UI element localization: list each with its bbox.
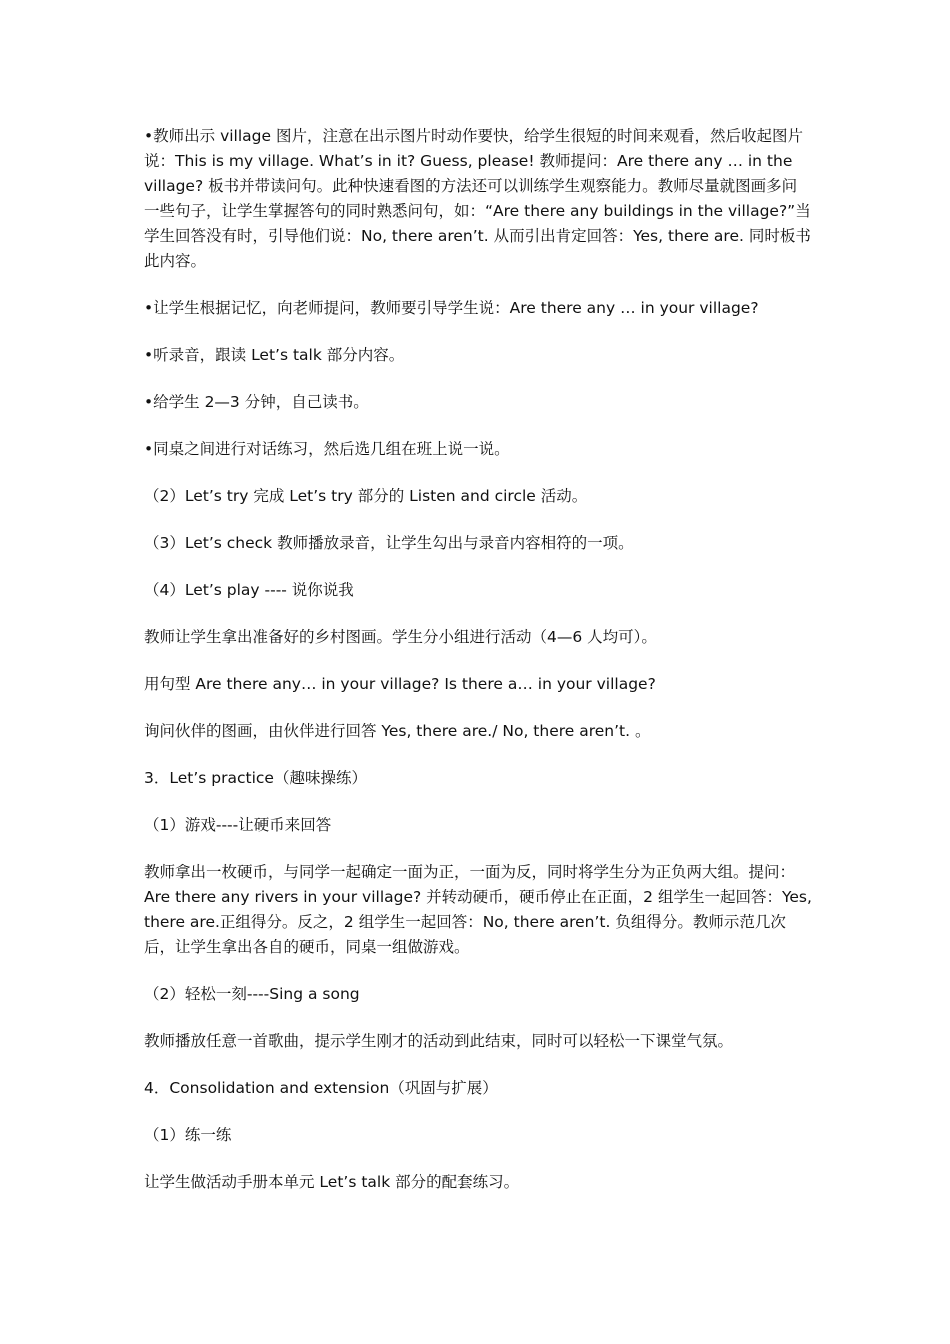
paragraph-lets-play: （4）Let’s play ---- 说你说我 [144,581,354,599]
paragraph-lets-check: （3）Let’s check 教师播放录音，让学生勾出与录音内容相符的一项。 [144,534,634,552]
subheading-sing-song: （2）轻松一刻----Sing a song [144,985,360,1003]
paragraph-pair-practice: •同桌之间进行对话练习，然后选几组在班上说一说。 [144,440,510,458]
paragraph-play-song: 教师播放任意一首歌曲，提示学生刚才的活动到此结束，同时可以轻松一下课堂气氛。 [144,1032,734,1050]
paragraph-intro-village: •教师出示 village 图片，注意在出示图片时动作要快，给学生很短的时间来观看，然后收起图片说：This is my village. What’s in it? Guess, please! 教师提问：Are there any … in the village? 板书并带读问句。此种快速看图的方法还可以训练学生观察能力。教师尽量就图画多问一些句子，让学生掌握答句的同时熟悉问句，如：“Are there any buildings in the village?”当学生回答没有时，引导他们说：No, there aren’t. 从而引出肯定回答：Yes, there are. 同时板书此内容。 [144,127,811,270]
subheading-coin-game: （1）游戏----让硬币来回答 [144,816,332,834]
paragraph-partner-answer: 询问伙伴的图画，由伙伴进行回答 Yes, there are./ No, there aren’t. 。 [144,722,651,740]
heading-lets-practice: 3．Let’s practice（趣味操练） [144,769,367,787]
paragraph-workbook: 让学生做活动手册本单元 Let’s talk 部分的配套练习。 [144,1173,520,1191]
paragraph-group-activity: 教师让学生拿出准备好的乡村图画。学生分小组进行活动（4—6 人均可）。 [144,628,657,646]
subheading-practice: （1）练一练 [144,1126,232,1144]
paragraph-read-time: •给学生 2—3 分钟，自己读书。 [144,393,369,411]
heading-consolidation: 4．Consolidation and extension（巩固与扩展） [144,1079,498,1097]
paragraph-coin-game: 教师拿出一枚硬币，与同学一起确定一面为正，一面为反，同时将学生分为正负两大组。提问：Are there any rivers in your village? 并转动硬币，硬币停止在正面，2 组学生一起回答：Yes, there are.正组得分。反之，2 组学生一起回答：No, there aren’t. 负组得分。教师示范几次后，让学生拿出各自的硬币，同桌一组做游戏。 [144,863,812,956]
paragraph-lets-try: （2）Let’s try 完成 Let’s try 部分的 Listen and circle 活动。 [144,487,588,505]
paragraph-ask-teacher: •让学生根据记忆，向老师提问，教师要引导学生说：Are there any … in your village? [144,299,759,317]
paragraph-sentence-pattern: 用句型 Are there any… in your village? Is there a… in your village? [144,675,656,693]
paragraph-listen-recording: •听录音，跟读 Let’s talk 部分内容。 [144,346,405,364]
document-body [144,124,812,1217]
